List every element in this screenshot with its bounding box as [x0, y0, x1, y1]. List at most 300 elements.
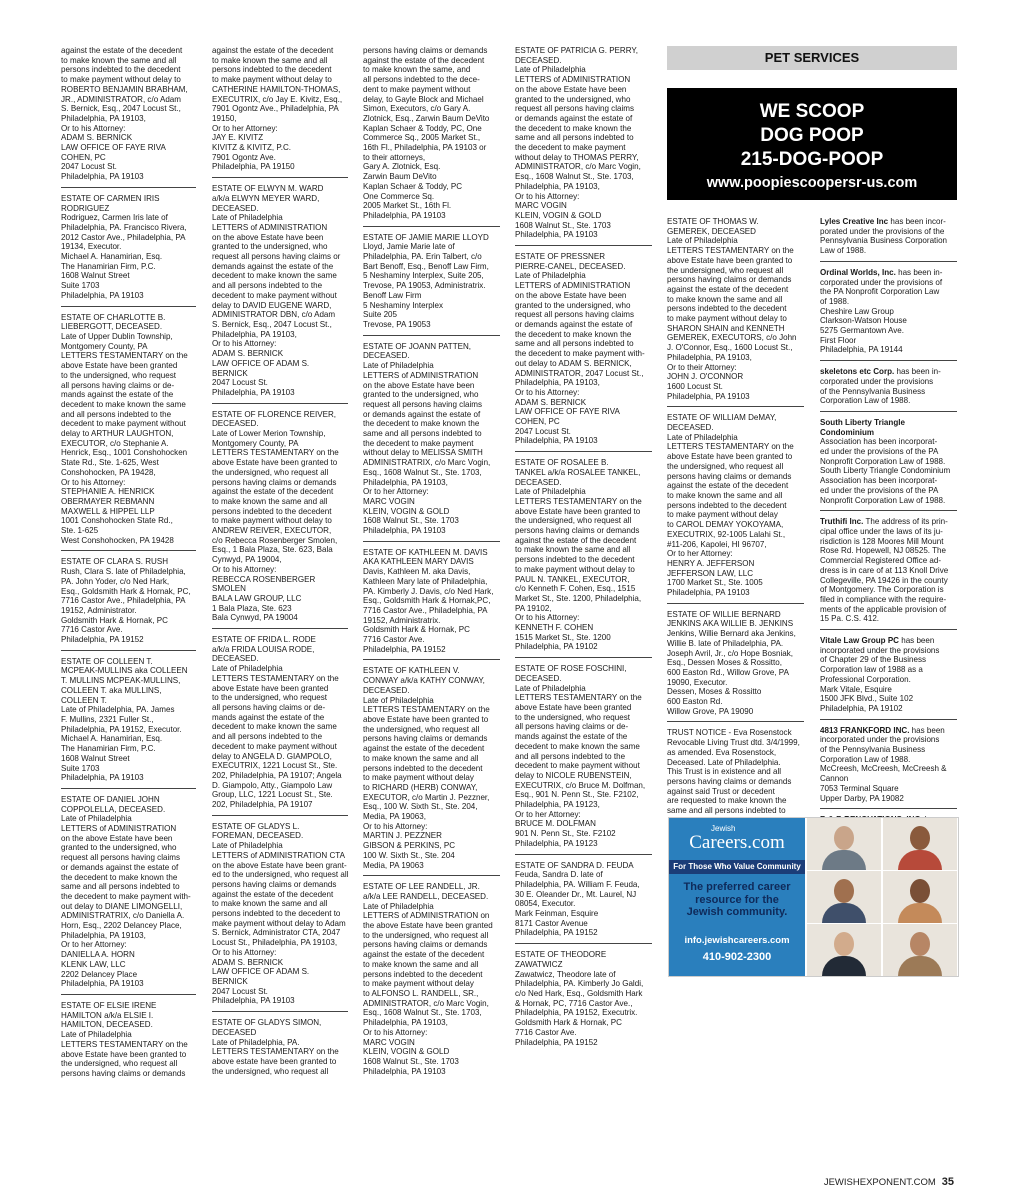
notice-line: Zlotnick, Esq., Zarwin Baum DeVito	[363, 113, 490, 123]
notice-line: COPPOLELLA, DECEASED.	[61, 804, 166, 814]
notice-line: decedent to make payment without	[61, 419, 186, 429]
notice-line: Late of Philadelphia	[363, 361, 434, 371]
notice-line: JEFFERSON LAW, LLC	[667, 568, 754, 578]
notice-line: ESTATE OF FRIDA L. RODE	[212, 635, 316, 645]
notice-line: mands against the estate of the	[212, 712, 325, 722]
notice-line: The Hanamirian Firm, P.C.	[61, 261, 156, 271]
notice-line: persons having claims or demands	[212, 879, 337, 889]
notice-line: 7053 Terminal Square	[820, 783, 899, 793]
ad-phone: 215-DOG-POOP	[740, 149, 884, 170]
legal-notice	[61, 194, 196, 301]
notice-line: Philadelphia, PA 19103	[363, 1066, 446, 1076]
notice-line: persons having claims or demands	[667, 471, 792, 481]
notice-line: ESTATE OF FLORENCE REIVER,	[212, 409, 336, 419]
notice-line: ESTATE OF ELSIE IRENE	[61, 1000, 157, 1010]
notice-line: persons having claims or demands	[363, 940, 488, 950]
notice-line: the decedent to make known the	[363, 419, 480, 429]
notice-line: 1608 Walnut St., Ste. 1703	[515, 220, 611, 230]
notice-line: SHARON SHAIN and KENNETH	[667, 323, 785, 333]
notice-line: to make known the same and all	[363, 959, 479, 969]
notice-line: ESTATE OF THEODORE	[515, 950, 607, 960]
notice-line: to make known the same and all	[667, 490, 783, 500]
notice-line: LAW OFFICE OF ADAM S.	[212, 358, 310, 368]
notice-divider	[61, 187, 196, 188]
notice-divider	[515, 451, 652, 452]
notice-line: ESTATE OF WILLIAM DeMAY,	[667, 413, 777, 423]
notice-line: the undersigned, who request all	[212, 467, 329, 477]
notice-line: 1700 Market St., Ste. 1005	[667, 578, 763, 588]
notice-line: corporated under the provisions of	[820, 277, 943, 287]
notice-line: LETTERS TESTAMENTARY on the	[667, 246, 794, 256]
notice-line: to make payment without delay	[363, 979, 474, 989]
notice-line: to RICHARD (HERB) CONWAY,	[363, 782, 478, 792]
notice-line: MAXWELL & HIPPEL LLP	[61, 506, 155, 516]
notice-line: Philadelphia, PA 19103	[667, 391, 750, 401]
notice-line: 600 Easton Rd., Willow Grove, PA	[667, 667, 789, 677]
notice-line: on the above Estate have been	[212, 232, 324, 242]
notice-line: 15 Pa. C.S. 412.	[820, 614, 880, 624]
notice-line: Media, PA 19063,	[363, 812, 426, 822]
notice-line: Philadelphia, PA 19103	[363, 210, 446, 220]
notice-line: persons having claims or demands	[363, 734, 488, 744]
notice-line: to ALFONSO L. RANDELL, SR.,	[363, 988, 479, 998]
notice-line: request all persons having claims	[515, 104, 634, 114]
notice-line: Or to her Attorney:	[61, 940, 127, 950]
notice-line: Or to his Attorney:	[515, 613, 580, 623]
notice-line: 30 E. Oleander Dr., Mt. Laurel, NJ	[515, 889, 637, 899]
legal-notice	[212, 822, 348, 1006]
notice-divider	[363, 541, 500, 542]
notice-line	[820, 268, 957, 278]
notice-line: Bart Benoff, Esq., Benoff Law Firm,	[363, 261, 489, 271]
notice-line: Philadelphia, PA 19103	[61, 979, 144, 989]
notice-line: ADMINISTRATOR, c/o Marc Vogin,	[363, 998, 489, 1008]
notice-line: ESTATE OF COLLEEN T.	[61, 656, 153, 666]
notice-line: DECEASED.	[515, 55, 562, 65]
notice-divider	[820, 261, 957, 262]
notice-divider	[363, 659, 500, 660]
corporation-name: South Liberty Triangle Condominium	[820, 417, 905, 437]
notice-line: LAW OFFICE OF ADAM S.	[212, 967, 310, 977]
notice-line: the PA Nonprofit Corporation Law	[820, 287, 940, 297]
notice-line: against the estate of the decedent	[212, 889, 334, 899]
notice-line: Esq., 1 Bala Plaza, Ste. 623, Bala	[212, 545, 333, 555]
notice-line: STEPHANIE A. HENRICK	[61, 487, 155, 497]
notice-line: c/o Kenneth F. Cohen, Esq., 1515	[515, 584, 636, 594]
notice-line: Philadelphia, PA 19103,	[667, 352, 752, 362]
page-number: 35	[941, 1176, 954, 1188]
notice-line: Benoff Law Firm	[363, 290, 422, 300]
person-photo-icon	[807, 924, 881, 976]
corporation-name: 4813 FRANKFORD INC.	[820, 725, 910, 735]
notice-line: Philadelphia, PA 19103	[61, 290, 144, 300]
jc-phone: 410-902-2300	[702, 951, 772, 963]
notice-text: has been in-	[895, 267, 943, 277]
notice-line: Goldsmith Hark & Hornak, PC	[363, 625, 470, 635]
notice-line: LIEBERGOTT, DECEASED.	[61, 322, 163, 332]
notice-line: decedent to make payment without	[212, 741, 337, 751]
notice-line: KLENK LAW, LLC	[61, 959, 126, 969]
notice-line: or demands against the estate of	[363, 409, 481, 419]
notice-line: to CAROL DEMAY YOKOYAMA,	[667, 520, 784, 530]
notice-line: ESTATE OF JOANN PATTEN,	[363, 341, 472, 351]
legal-notice	[667, 217, 804, 401]
notice-divider	[363, 226, 500, 227]
notice-line: ADAM S. BERNICK	[515, 397, 587, 407]
notice-line: AKA KATHLEEN MARY DAVIS	[363, 557, 474, 567]
legal-notice	[212, 46, 348, 172]
notice-line: against the estate of the decedent	[667, 284, 789, 294]
notice-line: and all persons indebted to the	[212, 281, 323, 291]
notice-line: Or to his Attorney:	[363, 821, 428, 831]
notice-line: delay to ARTHUR LAUGHTON,	[61, 429, 174, 439]
notice-line: Gary A. Zlotnick, Esq.	[363, 162, 441, 172]
notice-line: 2047 Locust St.	[212, 986, 268, 996]
person-photo-icon	[807, 871, 881, 923]
notice-line: Bala Cynwyd, PA 19004	[212, 613, 298, 623]
notice-line: Michael A. Hanamirian, Esq.	[61, 734, 163, 744]
notice-line: persons indebted to the decedent	[515, 555, 635, 565]
notice-divider	[667, 721, 804, 722]
notice-line: LAW OFFICE OF FAYE RIVA	[515, 407, 620, 417]
notice-line: Late of Philadelphia	[212, 664, 283, 674]
notice-line: Or to her Attorney:	[212, 123, 278, 133]
notice-line: corporated under the provisions	[820, 376, 934, 386]
notice-text: has been incor-	[888, 217, 946, 226]
notice-divider	[61, 306, 196, 307]
notice-line: granted to the undersigned, who	[212, 242, 328, 252]
notice-line: Deceased. Late of Philadelphia.	[667, 757, 781, 767]
corporation-notice	[820, 636, 957, 714]
notice-line: the undersigned, who request all	[363, 724, 480, 734]
notice-line: Or to his Attorney:	[212, 339, 277, 349]
person-photo-icon	[883, 871, 957, 923]
notice-line: 08054, Executor.	[515, 899, 576, 909]
notice-line: HAMILTON a/k/a ELSIE I.	[61, 1010, 154, 1020]
notice-line: REBECCA ROSENBERGER	[212, 574, 316, 584]
legal-notice	[667, 610, 804, 717]
notice-line: filed in compliance with the require-	[820, 594, 947, 604]
notice-line: Corporation law of 1988 as a	[820, 665, 923, 675]
corporation-notice	[820, 268, 957, 355]
notice-line: 2047 Locust St.	[61, 162, 117, 172]
pet-services-header: PET SERVICES	[667, 46, 957, 70]
notice-line: LETTERS of ADMINISTRATION	[515, 75, 631, 85]
notice-line: against the estate of the decedent	[212, 487, 334, 497]
notice-line	[820, 726, 957, 736]
notice-line: ESTATE OF DANIEL JOHN	[61, 794, 160, 804]
notice-line: Or to their Attorney:	[667, 362, 737, 372]
notice-line: ESTATE OF SANDRA D. FEUDA	[515, 860, 634, 870]
notice-line: ESTATE OF CLARA S. RUSH	[61, 557, 169, 567]
notice-line: 2047 Locust St.	[212, 378, 268, 388]
notice-line: Philadelphia, PA 19103	[363, 526, 446, 536]
notice-line: Esq., Goldsmith Hark & Hornak, PC,	[61, 586, 191, 596]
notice-line: all persons having claims or de-	[61, 380, 175, 390]
notice-line: of the Pennsylvania Business	[820, 386, 926, 396]
notice-line: ANDREW REIVER, EXECUTOR,	[212, 526, 332, 536]
notice-line: ESTATE OF ROSE FOSCHINI,	[515, 664, 627, 674]
notice-line: DECEASED.	[667, 423, 714, 433]
notice-divider	[820, 629, 957, 630]
corporation-name: Vitale Law Group PC	[820, 636, 899, 646]
notice-line: Philadelphia, PA 19150	[212, 162, 295, 172]
legal-notice	[212, 410, 348, 623]
notice-divider	[820, 411, 957, 412]
notice-line: JOHN J. O'CONNOR	[667, 372, 744, 382]
notice-line: ESTATE OF PRESSNER	[515, 252, 606, 262]
notice-line: all persons having claims or de-	[212, 703, 326, 712]
notice-line: Esq., Dessen Moses & Rossitto,	[667, 658, 782, 668]
notice-line: Philadelphia, PA 19103,	[363, 477, 448, 487]
notice-line: request all persons having claims or	[212, 252, 341, 262]
notice-line: LETTERS TESTAMENTARY on the	[667, 442, 794, 452]
notice-line: PA 19102,	[515, 603, 552, 613]
notice-line: to make payment without delay to	[61, 75, 181, 85]
notice-line: Market St., Ste. 1200, Philadelphia,	[515, 593, 642, 603]
notice-line: S. Bernick, Esq., 2047 Locust St.,	[61, 104, 181, 114]
notice-line: risdiction is 128 Moores Mill Mount	[820, 536, 944, 546]
notice-line: MARC VOGIN	[363, 496, 415, 506]
notice-line: T. MULLINS MCPEAK-MULLINS,	[61, 676, 181, 686]
notice-line: ADAM S. BERNICK	[212, 957, 284, 967]
jc-small-label: Jewish	[711, 824, 736, 833]
notice-line: EXECUTRIX, 1221 Locust St., Ste.	[212, 761, 338, 771]
notice-line: 7716 Castor Ave.	[61, 625, 123, 635]
notice-line: the undersigned, who request all	[61, 1059, 178, 1069]
notice-line: 1608 Walnut St., Ste. 1703	[363, 1056, 459, 1066]
notice-line: Philadelphia, PA 19103,	[515, 181, 600, 191]
legal-notice	[212, 635, 348, 810]
notice-line: Zarwin Baum DeVito	[363, 172, 437, 182]
notice-line: BERNICK	[212, 368, 248, 378]
notice-line: cipal office under the laws of its ju-	[820, 526, 943, 536]
notice-line: 1 Bala Plaza, Ste. 623	[212, 603, 292, 613]
notice-line: Commercial Registered Office ad-	[820, 556, 942, 566]
notice-line: Rush, Clara S. late of Philadelphia,	[61, 567, 186, 577]
notice-line: MARC VOGIN	[363, 1037, 415, 1047]
notice-line: F. Mullins, 2321 Fuller St.,	[61, 715, 154, 724]
notice-line: the above Estate have been granted	[363, 921, 493, 931]
notice-line: 202, Philadelphia, PA 19107	[212, 800, 313, 810]
notice-line: delay to NICOLE RUBENSTEIN,	[515, 770, 632, 780]
notice-line: decedent to make payment without	[212, 290, 337, 300]
notice-line: the decedent to make payment	[363, 438, 474, 448]
notice-line: the decedent to make payment with-	[61, 891, 191, 901]
notice-line: 2202 Delancey Place	[61, 969, 138, 979]
notice-line: persons indebted to the decedent	[363, 969, 483, 979]
notice-line: on the above Estate have been grant-	[212, 860, 347, 870]
notice-line: or demands against the estate of	[515, 113, 633, 123]
notice-line: delay to DAVID EUGENE WARD,	[212, 300, 332, 310]
notice-line: Rose Rd. Hopewell, NJ 08525. The	[820, 546, 946, 556]
legal-notice	[363, 666, 500, 870]
notice-line: Late of Philadelphia	[515, 65, 586, 75]
notice-line: Association has been incorporat-	[820, 476, 938, 486]
legal-notice	[61, 1001, 196, 1079]
notice-line: 5275 Germantown Ave.	[820, 326, 904, 336]
notice-line: Pennsylvania Business Corporation	[820, 236, 948, 246]
corporation-name: Truthifi Inc.	[820, 517, 864, 527]
notice-line: to the undersigned, who request	[515, 712, 630, 722]
notice-line: 7901 Ogontz Ave.	[212, 152, 276, 162]
notice-line: against the estate of the decedent	[363, 950, 485, 960]
notice-line: ADAM S. BERNICK	[212, 349, 284, 359]
notice-line: McCreesh, McCreesh, McCreesh &	[820, 764, 947, 774]
notice-line: Willow Grove, PA 19090	[667, 706, 754, 716]
notice-line: Philadelphia, PA 19152	[515, 1037, 598, 1047]
ad-line-dog-poop: DOG POOP	[760, 125, 864, 146]
notice-line: same and all persons indebted to	[61, 882, 180, 892]
notice-line: 2047 Locust St.	[515, 426, 571, 436]
notice-line: to make known the same and all	[61, 55, 177, 65]
notice-line: ments of the applicable provision of	[820, 604, 947, 614]
notice-line: to their attorneys,	[363, 152, 426, 162]
notice-line: same and all persons indebted to	[667, 806, 786, 816]
notice-line: all persons having claims or de-	[515, 722, 629, 732]
notice-line: Esq., Goldsmith Hark & Hornak,PC,	[363, 596, 491, 606]
notice-line: LAW OFFICE OF FAYE RIVA	[61, 143, 166, 153]
notice-line: Late of Philadelphia	[515, 271, 586, 281]
corporation-notice	[820, 367, 957, 406]
notice-line: JR., ADMINISTRATOR, c/o Adam	[61, 94, 181, 104]
notice-line: Trevose, PA 19053	[363, 319, 431, 329]
notice-line: EXECUTOR, c/o Stephanie A.	[61, 438, 169, 448]
notice-line: LETTERS of ADMINISTRATION	[212, 222, 328, 232]
notice-line: the decedent to make known the	[515, 329, 632, 339]
notice-line: 1608 Walnut Street	[61, 753, 130, 763]
notice-line: the decedent to make payment	[515, 143, 626, 153]
notice-line: Philadelphia, PA 19103,	[61, 113, 146, 123]
notice-line: Henrick, Esq., 1001 Conshohocken	[61, 448, 188, 458]
notice-line: c/o Rebecca Rosenberger Smolen,	[212, 535, 338, 545]
notice-line: LETTERS TESTAMENTARY on the	[363, 705, 490, 715]
notice-line: GEMEREK, DECEASED	[667, 226, 756, 236]
notice-line: granted to the undersigned, who	[515, 300, 631, 310]
notice-line: 5 Neshaminy Interplex, Suite 205,	[363, 271, 484, 281]
notice-line: JAY E. KIVITZ	[212, 133, 264, 143]
notice-line: D. Giampolo, Atty., Giampolo Law	[212, 780, 333, 790]
notice-column-5	[667, 217, 804, 817]
notice-line: the decedent to make known the	[515, 123, 632, 133]
notice-column-1	[61, 46, 196, 1166]
notice-line: to make payment without delay to	[515, 564, 635, 574]
notice-line: TANKEL a/k/a ROSALEE TANKEL,	[515, 467, 641, 477]
notice-divider	[363, 335, 500, 336]
notice-line: Suite 1703	[61, 281, 100, 291]
notice-line: LETTERS of ADMINISTRATION	[61, 824, 177, 834]
jc-pref-line-3: Jewish community.	[686, 906, 788, 918]
notice-line: 1608 Walnut St., Ste. 1703	[363, 516, 459, 526]
notice-line: HENRY A. JEFFERSON	[667, 558, 755, 568]
notice-line: S. Bernick, Administrator CTA, 2047	[212, 928, 341, 938]
notice-line: to make known the same and all	[515, 545, 631, 555]
jc-preferred-text	[675, 881, 799, 919]
notice-line: Philadelphia, PA 19144	[820, 345, 903, 355]
notice-line: to make known the same, and	[363, 65, 471, 75]
notice-line: persons indebted to the decedent	[212, 65, 332, 75]
notice-line: ESTATE OF GLADYS L.	[212, 821, 300, 831]
notice-line: delay to ANGELA D. GIAMPOLO,	[212, 751, 332, 761]
notice-line: the undersigned, who request all	[515, 516, 632, 526]
notice-line: request all persons having claims	[515, 310, 634, 320]
notice-line: ADMINISTRATOR DBN, c/o Adam	[212, 310, 336, 320]
notice-line: Philadelphia, PA 19102	[820, 703, 903, 713]
notice-line: Or to his Attorney:	[363, 1027, 428, 1037]
notice-line: incorporated under the provisions	[820, 645, 940, 655]
notice-divider	[363, 875, 500, 876]
notice-line: DECEASED.	[363, 351, 410, 361]
notice-line: to make known the same and all	[212, 496, 328, 506]
notice-line: 19134, Executor.	[61, 242, 122, 252]
footer-site: JEWISHEXPONENT.COM	[823, 1177, 936, 1188]
notice-line: Philadelphia, PA 19103,	[515, 378, 600, 388]
notice-line: OBERMAYER REBMANN	[61, 496, 155, 506]
notice-line: The Hanamirian Firm, P.C.	[61, 744, 156, 754]
corporation-notice	[820, 217, 957, 256]
notice-line: Nonprofit Corporation Law of 1988.	[820, 495, 946, 505]
notice-line: decedent to make known the same	[515, 741, 640, 751]
notice-line: ESTATE OF GLADYS SIMON,	[212, 1018, 322, 1028]
notice-line: against said Trust or decedent	[667, 786, 775, 796]
notice-line: Philadelphia, PA 19103	[212, 387, 295, 397]
notice-divider	[667, 406, 804, 407]
jewish-careers-ad	[668, 817, 959, 977]
notice-line: 600 Easton Rd.	[667, 697, 723, 707]
notice-line: 901 N. Penn St., Ste. F2102	[515, 829, 616, 839]
notice-line: incorporated under the provisions	[820, 735, 940, 745]
notice-line: LETTERS of ADMINISTRATION CTA	[212, 850, 345, 860]
notice-line: Or to his Attorney:	[212, 564, 277, 574]
notice-line: LETTERS of ADMINISTRATION	[515, 281, 631, 291]
notice-line: DECEASED.	[515, 673, 562, 683]
legal-notice	[515, 252, 652, 446]
notice-line: and all persons indebted to the	[212, 732, 323, 742]
notice-line: a/k/a ELWYN MEYER WARD,	[212, 193, 320, 203]
notice-line: KLEIN, VOGIN & GOLD	[363, 506, 450, 516]
notice-line: against the estate of the decedent	[515, 535, 637, 545]
notice-line: to make known the same and all	[363, 753, 479, 763]
notice-line: KLEIN, VOGIN & GOLD	[515, 210, 602, 220]
notice-line: ESTATE OF PATRICIA G. PERRY,	[515, 46, 638, 55]
notice-line: Law of 1988.	[820, 246, 867, 256]
notice-divider	[515, 854, 652, 855]
notice-line: against the estate of the decedent	[363, 744, 485, 754]
notice-divider	[820, 360, 957, 361]
ad-line-we-scoop: WE SCOOP	[759, 101, 865, 122]
notice-line: on the above Estate have been	[363, 380, 475, 390]
notice-line: ADMINISTRATRIX, c/o Daniella A.	[61, 911, 185, 921]
corporation-notice	[820, 517, 957, 624]
notice-line: above Estate have been granted to	[212, 458, 338, 468]
notice-line: porated under the provisions of the	[820, 226, 945, 236]
notice-line: Simon, Executors, c/o Gary A.	[363, 104, 471, 114]
jc-photo-grid	[807, 818, 958, 976]
jc-pref-line-2: resource for the	[695, 893, 779, 906]
notice-line: Goldsmith Hark & Hornak, PC	[61, 615, 168, 625]
notice-line: EXECUTOR, c/o Martin J. Pezzner,	[363, 792, 490, 802]
notice-line: the undersigned, who request all	[212, 1066, 329, 1076]
notice-line: Philadelphia, PA. Francisco Rivera,	[61, 222, 187, 232]
legal-notice	[363, 46, 500, 221]
notice-line: same and all persons indebted to	[515, 339, 634, 349]
notice-line: Late of Philadelphia	[667, 432, 738, 442]
notice-line: COHEN, PC	[515, 417, 560, 427]
legal-notice	[61, 795, 196, 989]
legal-notice	[667, 728, 804, 817]
notice-line: decedent to make known the same	[61, 399, 186, 409]
notice-line: ed under the provisions of the PA	[820, 485, 939, 495]
